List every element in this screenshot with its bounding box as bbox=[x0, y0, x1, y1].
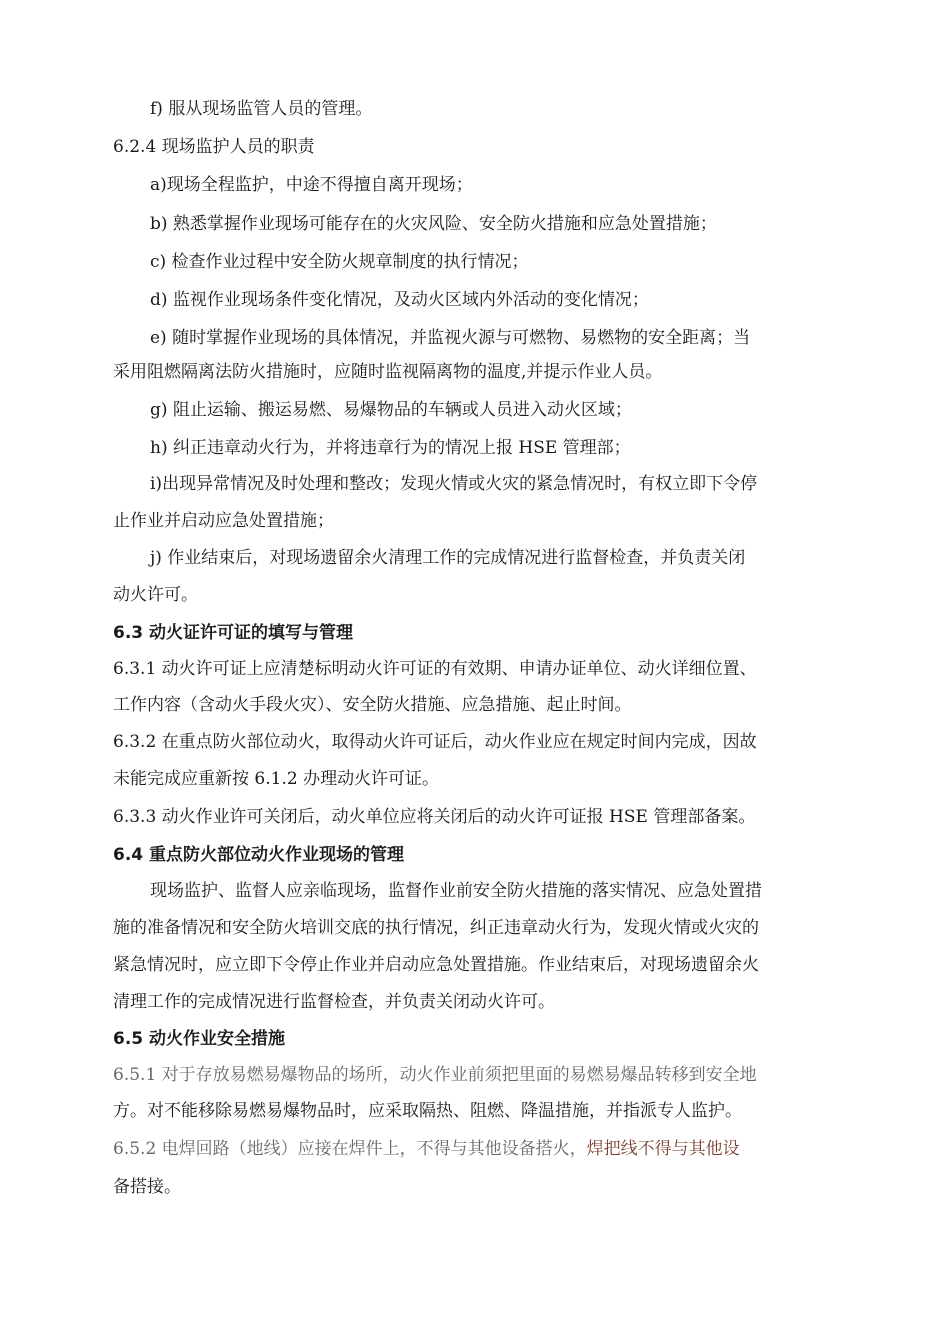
item-g: g) 阻止运输、搬运易燃、易爆物品的车辆或人员进入动火区域； bbox=[150, 400, 632, 420]
para-6-4-line-4: 清理工作的完成情况进行监督检查，并负责关闭动火许可。 bbox=[113, 992, 555, 1012]
para-6-4-line-3: 紧急情况时，应立即下令停止作业并启动应急处置措施。作业结束后，对现场遗留余火 bbox=[113, 955, 759, 975]
clause-6-5-2-line-2: 备搭接。 bbox=[113, 1177, 181, 1197]
item-c: c) 检查作业过程中安全防火规章制度的执行情况； bbox=[150, 252, 529, 272]
section-6-2-4: 6.2.4 现场监护人员的职责 bbox=[113, 137, 315, 157]
item-e-line-2: 采用阻燃隔离法防火措施时，应随时监视隔离物的温度,并提示作业人员。 bbox=[113, 362, 663, 382]
item-h: h) 纠正违章动火行为，并将违章行为的情况上报 HSE 管理部； bbox=[150, 438, 631, 458]
clause-6-3-1-line-1: 6.3.1 动火许可证上应清楚标明动火许可证的有效期、申请办证单位、动火详细位置、 bbox=[113, 659, 757, 679]
item-e-line-1: e) 随时掌握作业现场的具体情况，并监视火源与可燃物、易燃物的安全距离；当 bbox=[150, 328, 751, 348]
clause-6-3-1-line-2: 工作内容（含动火手段火灾）、安全防火措施、应急措施、起止时间。 bbox=[113, 695, 632, 715]
item-i-line-2: 止作业并启动应急处置措施； bbox=[113, 511, 334, 531]
section-6-3-heading: 6.3 动火证许可证的填写与管理 bbox=[113, 623, 354, 643]
item-j-line-2: 动火许可。 bbox=[113, 585, 198, 605]
clause-6-5-2-part-b: 焊把线不得与其他设 bbox=[586, 1139, 740, 1159]
clause-6-5-2-part-a: 6.5.2 电焊回路（地线）应接在焊件上，不得与其他设备搭火， bbox=[113, 1139, 587, 1159]
section-6-4-heading: 6.4 重点防火部位动火作业现场的管理 bbox=[113, 845, 405, 865]
item-a: a)现场全程监护，中途不得擅自离开现场； bbox=[150, 175, 473, 195]
item-i-line-1: i)出现异常情况及时处理和整改；发现火情或火灾的紧急情况时，有权立即下令停 bbox=[150, 474, 758, 494]
clause-6-5-1-line-2: 方。对不能移除易燃易爆物品时，应采取隔热、阻燃、降温措施，并指派专人监护。 bbox=[113, 1101, 742, 1121]
item-d: d) 监视作业现场条件变化情况，及动火区域内外活动的变化情况； bbox=[150, 290, 649, 310]
item-b: b) 熟悉掌握作业现场可能存在的火灾风险、安全防火措施和应急处置措施； bbox=[150, 214, 717, 234]
section-6-5-heading: 6.5 动火作业安全措施 bbox=[113, 1029, 286, 1049]
clause-6-3-3: 6.3.3 动火作业许可关闭后，动火单位应将关闭后的动火许可证报 HSE 管理部备案。 bbox=[113, 807, 756, 827]
clause-6-3-2-line-1: 6.3.2 在重点防火部位动火，取得动火许可证后，动火作业应在规定时间内完成，因故 bbox=[113, 732, 757, 752]
clause-6-5-2-line-1 bbox=[113, 1138, 740, 1160]
item-j-line-1: j) 作业结束后，对现场遗留余火清理工作的完成情况进行监督检查，并负责关闭 bbox=[150, 548, 746, 568]
clause-6-5-1-line-1: 6.5.1 对于存放易燃易爆物品的场所，动火作业前须把里面的易燃易爆品转移到安全地 bbox=[113, 1065, 757, 1085]
para-6-4-line-2: 施的准备情况和安全防火培训交底的执行情况，纠正违章动火行为，发现火情或火灾的 bbox=[113, 918, 759, 938]
clause-6-3-2-line-2: 未能完成应重新按 6.1.2 办理动火许可证。 bbox=[113, 769, 440, 789]
item-f: f) 服从现场监管人员的管理。 bbox=[150, 99, 373, 119]
para-6-4-line-1: 现场监护、监督人应亲临现场，监督作业前安全防火措施的落实情况、应急处置措 bbox=[150, 881, 762, 901]
